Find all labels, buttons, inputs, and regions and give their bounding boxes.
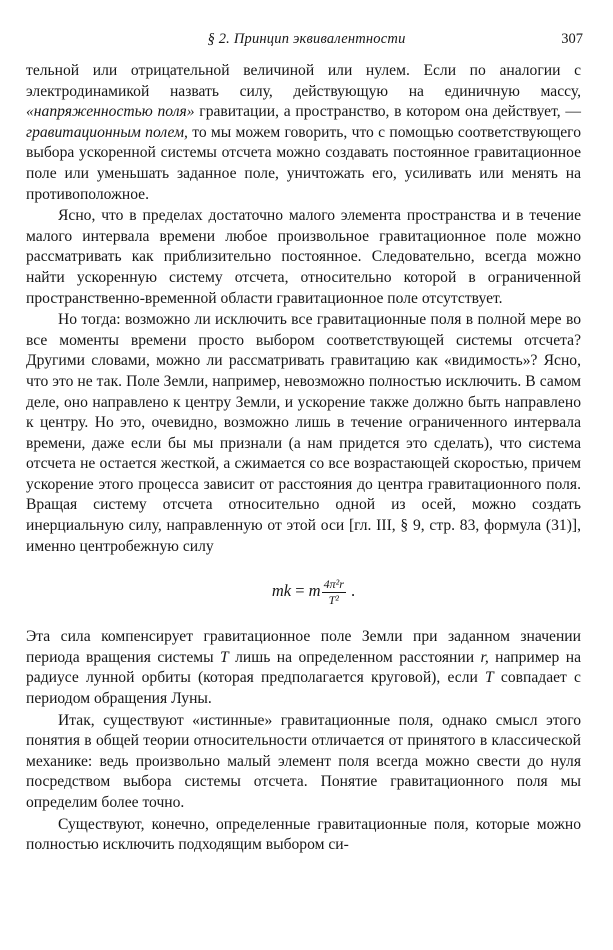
- var-period-t: T: [220, 648, 229, 666]
- running-title: § 2. Принцип эквивалентности: [207, 31, 406, 47]
- paragraph-4-text-b: лишь на определенном расстоянии: [228, 648, 481, 666]
- var-period-t-2: T: [485, 669, 494, 687]
- page-number: 307: [561, 31, 583, 47]
- paragraph-4: [26, 627, 581, 709]
- paragraph-2: Ясно, что в пределах достаточно малого элемента пространства и в течение малого интервала времени любое произвольное гравитационное поле можно рассматривать как приблизительно постоянное. Следовательно, всегда можно найти ускоренную систему отсчета, относительно которой в ограниченной пространственно-временной области гравитационное поле отсутствует.: [26, 207, 581, 307]
- page-header: [0, 28, 613, 50]
- formula-end: .: [346, 581, 356, 601]
- paragraph-5: Итак, существуют «истинные» гравитационные поля, однако смысл этого понятия в общей теории относительности отличается от принятого в классической механике: ведь произвольно малый элемент поля всегда можно свести до нуля посредством выбора системы отсчета. Понятие гравитационного поля мы определим более точно.: [26, 711, 581, 811]
- paragraph-4-text-d: совпадает с периодом обращения Луны.: [26, 669, 581, 708]
- formula-denominator: T²: [328, 592, 339, 607]
- paragraph-1: [26, 61, 581, 205]
- term-field-strength: «напряженностью поля»: [26, 103, 195, 121]
- formula-mass: m: [308, 581, 321, 601]
- paragraph-4-text-c: например на радиусе лунной орбиты (которая предполагается круговой), если: [26, 648, 581, 687]
- paragraph-4-text-a: Эта сила компенсирует гравитационное поле Земли при заданном значении периода вращения системы: [26, 628, 581, 666]
- formula-numerator: 4π²r: [323, 576, 344, 591]
- paragraph-1-text-c: то мы можем говорить, что с помощью соответствующего выбора ускоренной системы отсчета можно создавать постоянное гравитационное поле или уменьшать заданное поле, уничтожать его, усиливать или менять на противоположное.: [26, 123, 581, 203]
- term-gravitational-field: гравитационным полем,: [26, 123, 188, 141]
- paragraph-6: Существуют, конечно, определенные гравитационные поля, которые можно полностью исключить подходящим выбором си-: [26, 815, 581, 854]
- paragraph-1-text-b: гравитации, а пространство, в котором она действует, —: [194, 103, 581, 121]
- centrifugal-formula: [46, 569, 581, 613]
- body-text: [26, 61, 581, 857]
- var-radius-r: r,: [480, 648, 489, 666]
- formula-fraction: [322, 577, 346, 608]
- formula-equals: =: [291, 581, 309, 601]
- formula-lhs: mk: [271, 581, 292, 601]
- paragraph-3: Но тогда: возможно ли исключить все гравитационные поля в полной мере во все моменты времени просто выбором соответствующей системы отсчета? Другими словами, можно ли рассматривать гравитацию как «видимость»? Ясно, что это не так. Поле Земли, например, невозможно полностью исключить. В самом деле, оно направлено к центру Земли, и ускорение также должно быть направлено к центру. Но это, очевидно, возможно лишь в течение ограниченного интервала времени, даже если бы мы признали (а нам придется это сделать), что система отсчета не остается жесткой, а сжимается со все возрастающей скоростью, причем ускорение этого процесса зависит от расстояния до центра гравитационного поля. Вращая систему отсчета относительно одной из осей, можно создать инерциальную силу, направленную от этой оси [гл. III, § 9, стр. 83, формула (31)], именно центробежную силу: [26, 311, 581, 555]
- paragraph-1-text-a: тельной или отрицательной величиной или нулем. Если по аналогии с электродинамикой назвать силу, действующую на единичную массу,: [26, 62, 581, 100]
